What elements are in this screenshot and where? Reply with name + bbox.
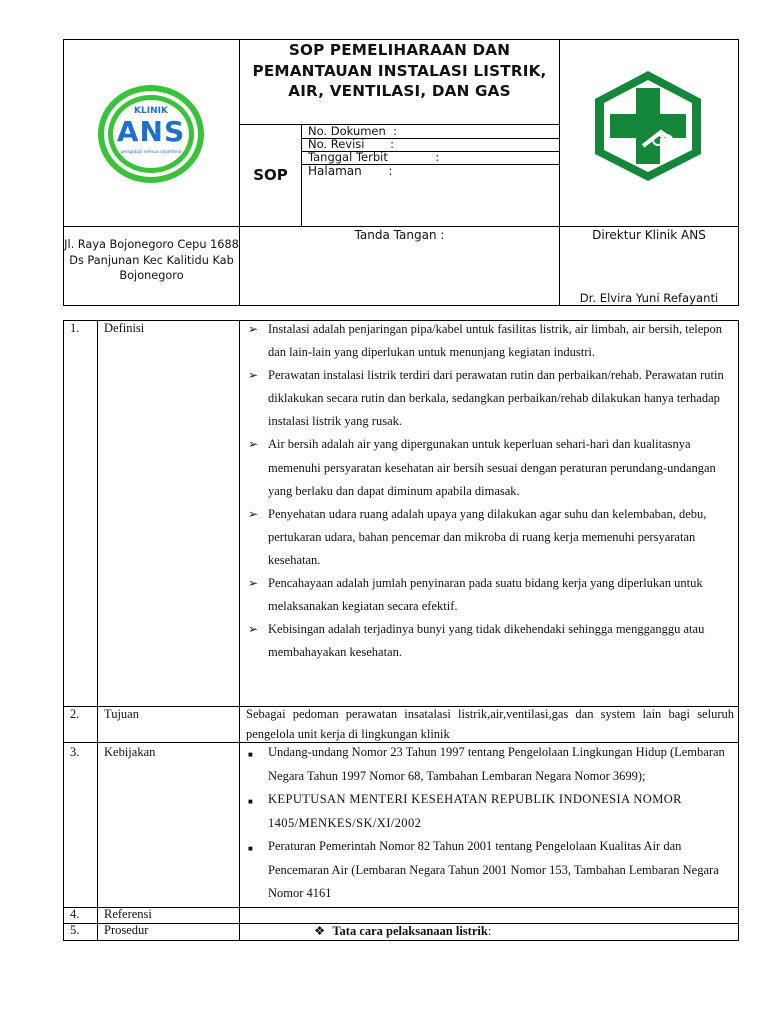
sop-label: SOP [253,166,288,184]
list-item: ➢ Pencahayaan adalah jumlah penyinaran pada suatu bidang kerja yang diperlukan untuk melaksanakan kegiatan secara efektif. [246,572,734,618]
arrow-bullet-icon: ➢ [248,437,259,452]
document-title: SOP PEMELIHARAAN DAN PEMANTAUAN INSTALASI LISTRIK, AIR, VENTILASI, DAN GAS [252,41,547,100]
list-item: ➢ Air bersih adalah air yang dipergunakan untuk keperluan sehari-hari dan kualitasnya memenuhi persyaratan kesehatan air bersih sesuai dengan peraturan perundang-undangan yang berlaku dan dapat diminum apabila dimasak. [246,433,734,502]
row-5-number: 5. [70,923,80,937]
list-item: ■ Undang-undang Nomor 23 Tahun 1997 tentang Pengelolaan Lingkungan Hidup (Lembaran Negara Tahun 1997 Nomor 68, Tambahan Lembaran Negara Nomor 3699); [248,745,725,783]
square-bullet-icon: ■ [248,750,253,759]
field-no-dokumen: No. Dokumen : [308,124,397,138]
arrow-bullet-icon: ➢ [248,368,259,383]
prosedur-heading: ❖ Tata cara pelaksanaan listrik: [314,924,492,938]
director-title: Direktur Klinik ANS [592,228,706,242]
list-item: ■ Peraturan Pemerintah Nomor 82 Tahun 2001 tentang Pengelolaan Kualitas Air dan Pencemaran Air (Lembaran Negara Tahun 2001 Nomor 153, Tambahan Lembaran Negara Nomor 4161 [248,839,719,900]
kebijakan-list [246,741,734,906]
director-name: Dr. Elvira Yuni Refayanti [579,291,719,305]
row-1-label: Definisi [104,321,145,335]
row-5-label: Prosedur [104,923,149,937]
list-item: ➢ Kebisingan adalah terjadinya bunyi yang tidak dikehendaki sehingga mengganggu atau membahayakan kesehatan. [246,618,734,664]
row-3-number: 3. [70,745,80,759]
arrow-bullet-icon: ➢ [248,622,259,637]
tujuan-text: Sebagai pedoman perawatan insatalasi listrik,air,ventilasi,gas dan system lain bagi seluruh pengelola unit kerja di lingkungan klinik [246,707,734,741]
row-2-label: Tujuan [104,707,139,721]
definisi-list [246,318,734,664]
row-1-number: 1. [70,321,80,335]
arrow-bullet-icon: ➢ [248,322,259,336]
list-item: ➢ Instalasi adalah penjaringan pipa/kabel untuk fasilitas listrik, air limbah, air bersih, telepon dan lain-lain yang diperlukan untuk menunjang kegiatan industri. [246,318,734,364]
logo-line2: ANS [116,115,186,148]
list-item: ➢ Penyehatan udara ruang adalah upaya yang dilakukan agar suhu dan kelembaban, debu, pertukaran udara, bahan pencemar dan mikroba di ruang kerja memenuhi persyaratan kesehatan. [246,503,734,572]
row-2-number: 2. [70,707,80,721]
health-cross-logo [591,68,705,184]
square-bullet-icon: ■ [248,797,253,806]
square-bullet-icon: ■ [248,844,253,853]
field-halaman: Halaman : [308,164,393,178]
logo-line1: KLINIK [134,106,168,116]
row-3-label: Kebijakan [104,745,156,759]
clinic-address: Jl. Raya Bojonegoro Cepu 1688 Ds Panjunan Kec Kalitidu Kab Bojonegoro [64,238,239,282]
field-tanggal-terbit: Tanggal Terbit : [308,150,440,164]
field-no-revisi: No. Revisi : [308,137,394,151]
logo-tagline: pengobat semua sejahtera [120,150,182,155]
signature-label: Tanda Tangan : [354,228,445,242]
list-item: ■ KEPUTUSAN MENTERI KESEHATAN REPUBLIK INDONESIA NOMOR 1405/MENKES/SK/XI/2002 [248,792,682,830]
list-item: ➢ Perawatan instalasi listrik terdiri dari perawatan rutin dan perbaikan/rehab. Perawatan rutin diklakukan secara rutin dan berkala, sedangkan perbaikan/rehab dilakukan hanya terhadap instalasi listrik yang rusak. [246,364,734,433]
clinic-logo [94,82,208,186]
arrow-bullet-icon: ➢ [248,576,259,591]
row-4-number: 4. [70,907,80,921]
row-4-label: Referensi [104,907,152,921]
arrow-bullet-icon: ➢ [248,506,259,521]
diamond-bullet-icon: ❖ [314,924,326,938]
